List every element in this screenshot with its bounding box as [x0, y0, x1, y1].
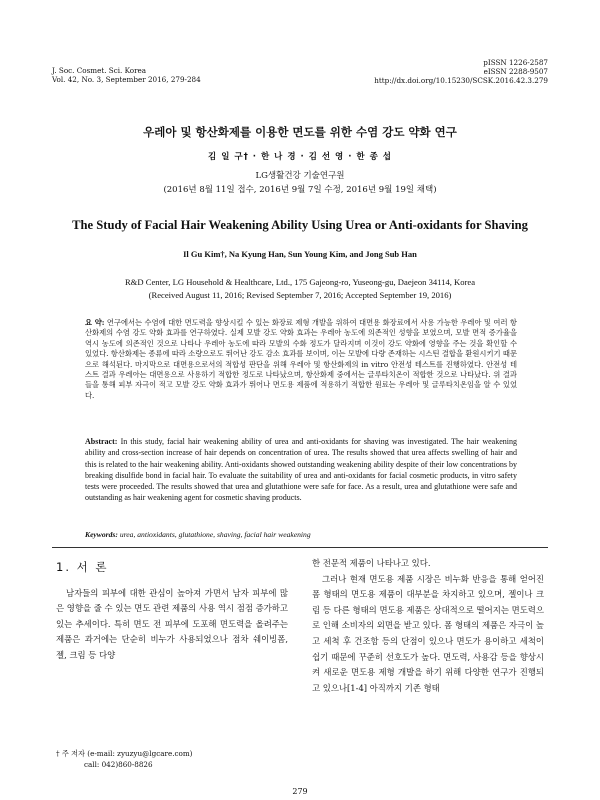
section-heading: 1. 서 론	[56, 560, 109, 574]
english-dates: (Received August 11, 2016; Revised September 7, 2016; Accepted September 19, 2016)	[148, 290, 452, 300]
korean-abstract-label: 요 약:	[85, 318, 105, 327]
footnote-call: call: 042)860-8826	[84, 760, 153, 769]
page-number: 279	[292, 787, 308, 796]
footnote-email: † 주 저자 (e-mail: zyuzyu@lgcare.com)	[56, 749, 193, 758]
english-abstract	[85, 436, 517, 504]
eissn: eISSN 2288-9507	[483, 67, 548, 76]
section-divider	[52, 547, 548, 548]
journal-header-right	[374, 58, 548, 85]
journal-volume: Vol. 42, No. 3, September 2016, 279-284	[52, 75, 201, 84]
english-title: The Study of Facial Hair Weakening Ability Using Urea or Anti-oxidants for Shaving	[72, 218, 528, 232]
korean-title: 우레아 및 항산화제를 이용한 면도를 위한 수염 강도 약화 연구	[143, 125, 457, 139]
intro-paragraph-right-2: 그러나 현재 면도용 제품 시장은 비누화 반응을 통해 얻어진 폼 형태의 면도용 제품이 대부분을 차지하고 있으며, 젤이나 크림 등 다른 형태의 면도용 제품은 상대적으로 떨어지는 면도력으로 인해 소비자의 외면을 받고 있다. 폼 형태의 제품은 자극이 높고 세척 후 건조함 등의 단점이 있으나 면도가 용이하고 세척이 쉽기 때문에 꾸준히 선호도가 높다. 면도력, 사용감 등을 향상시켜 새로운 면도용 제형 개발을 하기 위해 다양한 연구가 진행되고 있으나[1-4] 아직까지 기존 형태	[312, 573, 544, 693]
keywords	[85, 530, 517, 539]
korean-dates: (2016년 8월 11일 접수, 2016년 9월 7일 수정, 2016년 9월 19일 채택)	[163, 185, 437, 195]
left-column	[56, 556, 288, 664]
intro-paragraph-left: 남자들의 피부에 대한 관심이 높아져 가면서 남자 피부에 많은 영향을 줄 수 있는 면도 관련 제품의 사용 역시 점점 증가하고 있는 추세이다. 특히 면도 전 피부에 도포해 면도력을 올려주는 제품은 과거에는 단순히 비누가 사용되었으나 점차 쉐이빙폼, 젤, 크림 등 다양	[56, 587, 288, 660]
english-abstract-label: Abstract:	[85, 437, 118, 446]
english-affiliation: R&D Center, LG Household & Healthcare, Ltd., 175 Gajeong-ro, Yuseong-gu, Daejeon 34114, Korea	[124, 277, 476, 287]
korean-affiliation: LG생활건강 기술연구원	[255, 171, 345, 181]
korean-abstract-text: 연구에서는 수염에 대한 면도력을 향상시킬 수 있는 화장료 제형 개발을 위하여 대면용 화장료에서 사용 가능한 우레아 및 여러 항산화제의 수염 강도 약화 효과를 연구하였다. 실제 모발 강도 약화 효과는 우레아 농도에 의존적인 성향을 보였으며, 모발 면적 증가율을 역시 농도에 의존적인 것으로 나타나 우레아 농도에 따라 모발의 수화 정도가 달라지며 이것이 강도 약화에 영향을 주는 것을 확인할 수 있었다. 항산화제는 종류에 따라 소량으로도 뛰어난 강도 감소 효과를 보이며, 이는 모발에 다량 존재하는 시스틴 결합을 환원시키기 때문으로 해석된다. 마지막으로 대면용으로서의 적합성 판단을 위해 우레아 및 항산화제의 in vitro 안전성 테스트를 진행하였다. 안전성 테스트 결과 우레아는 대면용으로 사용하기 적합한 정도로 나타났으며, 항산화제 중에서는 글루타치온이 적합한 것으로 나타났다. 위 결과들을 통해 피부 자극이 적고 모발 강도 약화 효과가 뛰어나 면도용 제품에 적용하기 적합한 원료는 우레아 및 글루타치온임을 알 수 있었다.	[85, 318, 517, 400]
korean-abstract	[85, 318, 517, 401]
journal-name: J. Soc. Cosmet. Sci. Korea	[52, 66, 147, 75]
pissn: pISSN 1226-2587	[483, 58, 548, 67]
footnote	[56, 748, 192, 770]
korean-authors: 김 일 구† · 한 나 경 · 김 선 영 · 한 종 섭	[208, 152, 392, 162]
journal-header-left	[52, 66, 201, 84]
right-column	[312, 556, 544, 696]
keywords-text: urea, antioxidants, glutathione, shaving, facial hair weakening	[119, 530, 311, 539]
english-authors: Il Gu Kim†, Na Kyung Han, Sun Young Kim, and Jong Sub Han	[183, 249, 417, 259]
intro-paragraph-right-1: 한 전문적 제품이 나타나고 있다.	[312, 558, 431, 568]
keywords-label: Keywords:	[85, 530, 118, 539]
english-affiliation-block	[40, 276, 560, 302]
doi-link[interactable]: http://dx.doi.org/10.15230/SCSK.2016.42.3.279	[374, 76, 548, 85]
english-abstract-text: In this study, facial hair weakening ability of urea and anti-oxidants for shaving was investigated. The hair weakening ability and cross-section increase of hair depends on concentration of urea. The results showed that urea affects swelling of hair and this is related to the hair weakening ability. Anti-oxidants showed outstanding weakening ability despite of their low concentrations by breaking disulfide bond in facial hair. To evaluate the suitability of urea and anti-oxidants for facial cosmetic products, in vitro safety tests were proceeded. The results showed that urea and glutathione were safe for face. As a result, urea and glutathione were safe and outstanding as hair weakening agent for cosmetic shaving products.	[85, 437, 517, 503]
